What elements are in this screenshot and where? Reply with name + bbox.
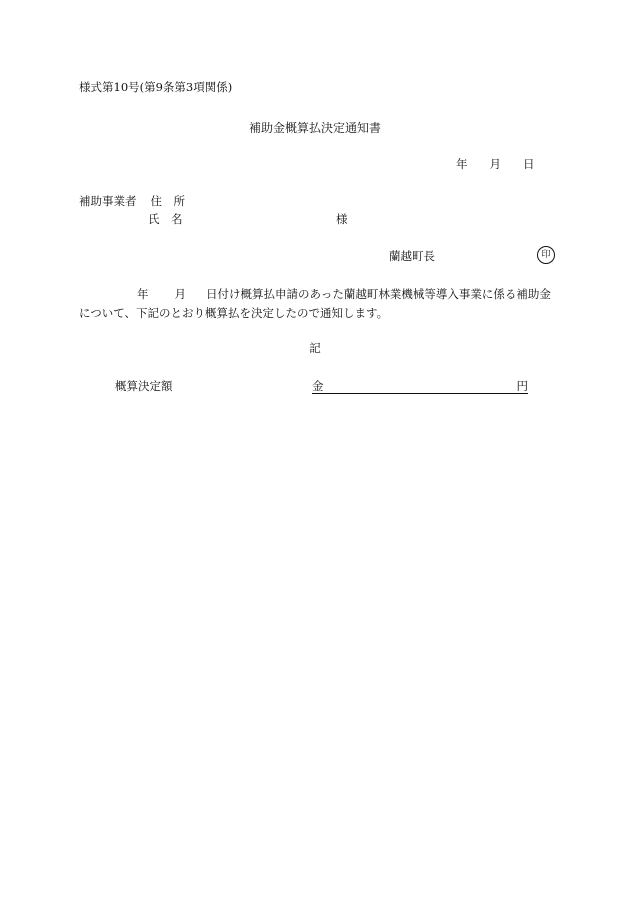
address-label: 住 所 — [150, 194, 185, 208]
applicant-role: 補助事業者 — [79, 194, 137, 208]
body-text: 日付け概算払申請のあった蘭越町林業機械等導入事業に係る補助金について、下記のとおり概算払を決定したので通知します。 — [79, 287, 551, 320]
date-month: 月 — [489, 157, 501, 171]
form-number: 様式第10号(第9条第3項関係) — [79, 80, 233, 94]
amount-suffix: 円 — [516, 379, 528, 393]
amount-field — [312, 379, 528, 394]
honorific: 様 — [336, 212, 348, 226]
record-heading: 記 — [309, 341, 321, 355]
amount-label: 概算決定額 — [115, 379, 173, 393]
issuer-title: 蘭越町長 — [389, 249, 435, 263]
body-year: 年 — [137, 287, 149, 301]
seal-mark: 印 — [537, 246, 555, 264]
amount-prefix: 金 — [312, 379, 324, 393]
body-month: 月 — [174, 287, 186, 301]
applicant-name-row — [148, 212, 183, 226]
body-paragraph — [79, 285, 551, 323]
applicant-address-row — [79, 194, 185, 208]
document-title: 補助金概算払決定通知書 — [248, 121, 381, 135]
date-line — [456, 157, 535, 171]
date-year: 年 — [456, 157, 468, 171]
date-day: 日 — [523, 157, 535, 171]
name-label: 氏 名 — [148, 212, 183, 226]
